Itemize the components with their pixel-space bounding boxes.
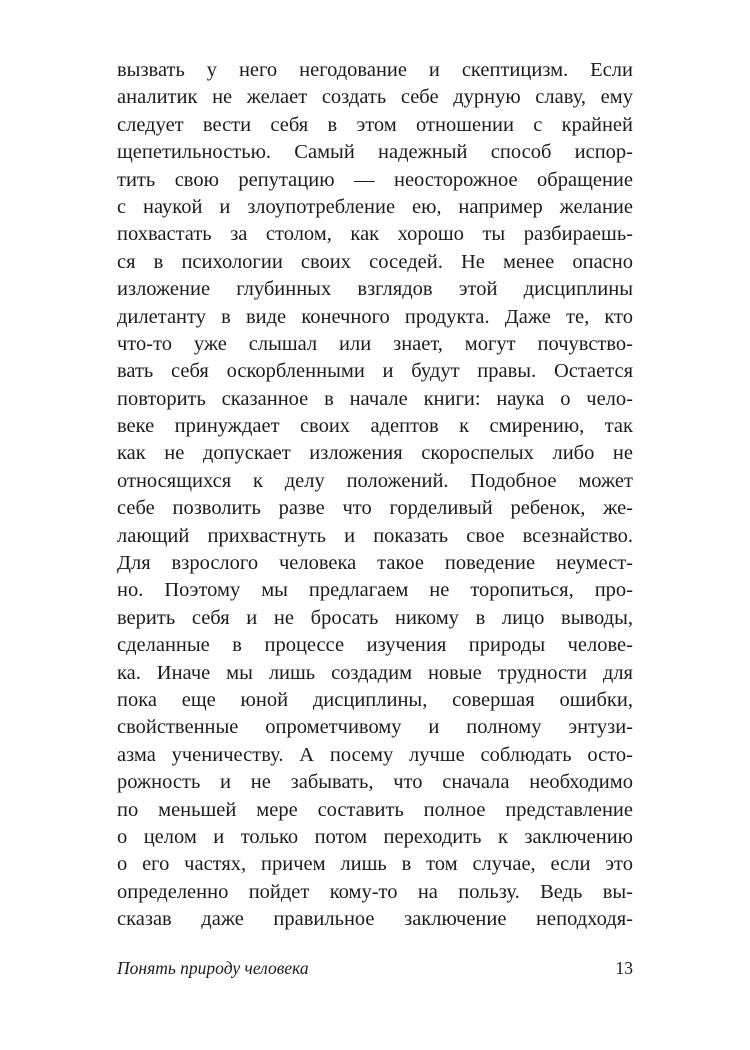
text-line: как не допускает изложения скороспелых либо не [117,442,633,465]
text-line: ка. Иначе мы лишь создадим новые трудности для [117,661,633,684]
text-line: веке принуждает своих адептов к смирению, так [117,415,633,438]
text-line: пока еще юной дисциплины, совершая ошибки, [117,688,633,711]
page-number: 13 [615,958,633,978]
text-line: вызвать у него негодование и скептицизм. Если [117,59,633,81]
text-line: верить себя и не бросать никому в лицо выводы, [117,606,633,629]
text-line: похвастать за столом, как хорошо ты разбираешь- [117,223,633,246]
text-line: аналитик не желает создать себе дурную славу, ему [117,86,633,109]
body-text [117,57,633,934]
text-line: определенно пойдет кому-то на пользу. Ведь вы- [117,880,633,903]
text-line: повторить сказанное в начале книги: наука о чело- [117,387,633,410]
text-line: изложение глубинных взглядов этой дисциплины [117,278,633,301]
text-line: тить свою репутацию — неосторожное обращение [117,168,633,191]
text-line: с наукой и злоупотребление ею, например желание [117,195,633,218]
text-line: рожность и не забывать, что сначала необходимо [117,771,633,794]
text-line: но. Поэтому мы предлагаем не торопиться, про- [117,579,633,602]
text-line: лающий прихвастнуть и показать свое всезнайство. [117,524,633,547]
text-line: дилетанту в виде конечного продукта. Даже те, кто [117,305,633,328]
text-line: свойственные опрометчивому и полному энтузи- [117,716,633,739]
text-line: о целом и только потом переходить к заключению [117,825,633,848]
footer [117,958,633,979]
text-line: себе позволить разве что горделивый ребенок, же- [117,497,633,520]
text-line: относящихся к делу положений. Подобное может [117,469,633,492]
text-line: щепетильностью. Самый надежный способ испор- [117,141,633,164]
text-line: азма ученичеству. А посему лучше соблюдать осто- [117,743,633,766]
text-line: сказав даже правильное заключение неподходя- [117,908,633,931]
text-line: Для взрослого человека такое поведение неумест- [117,552,633,575]
text-line: по меньшей мере составить полное представление [117,798,633,821]
text-line: следует вести себя в этом отношении с крайней [117,113,633,136]
text-line: что-то уже слышал или знает, могут почувство- [117,332,633,355]
text-line: ся в психологии своих соседей. Не менее опасно [117,250,633,273]
text-line: сделанные в процессе изучения природы челове- [117,634,633,657]
running-title: Понять природу человека [117,958,309,978]
text-line: вать себя оскорбленными и будут правы. Остается [117,360,633,383]
text-line: о его частях, причем лишь в том случае, если это [117,853,633,876]
